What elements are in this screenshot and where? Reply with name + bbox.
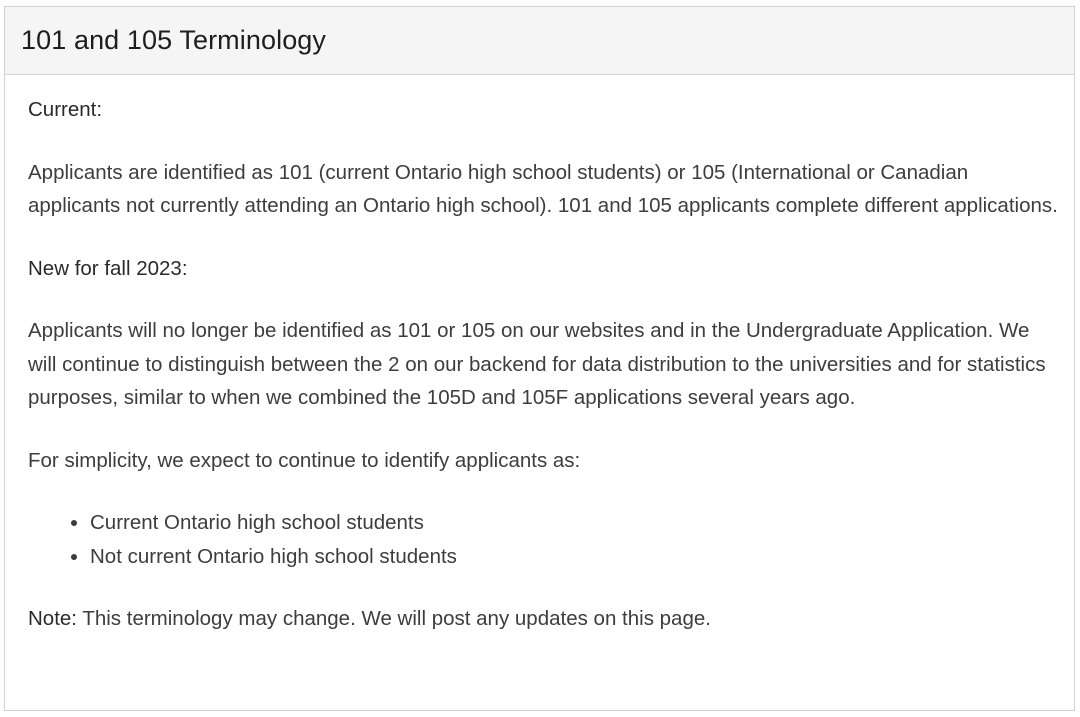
note-text: This terminology may change. We will post any updates on this page. [77, 607, 711, 630]
note-label: Note: [28, 607, 77, 630]
current-label: Current: [28, 98, 103, 121]
list-item: • Current Ontario high school students [90, 506, 1058, 540]
new-for-fall-label: New for fall 2023: [28, 256, 188, 280]
current-paragraph: Applicants are identified as 101 (current Ontario high school students) or 105 (International or Canadian applicants not currently attending an Ontario high school). 101 and 105 applicants complete different applications. [28, 160, 1058, 217]
list-item: • Not current Ontario high school students [90, 540, 1058, 574]
applicant-type-list [28, 506, 1058, 573]
panel-body [5, 75, 1074, 636]
simplicity-paragraph: For simplicity, we expect to continue to identify applicants as: [28, 448, 581, 472]
new-for-fall-paragraph: Applicants will no longer be identified as 101 or 105 on our websites and in the Undergraduate Application. We will continue to distinguish between the 2 on our backend for data distribution to the universities and for statistics purposes, similar to when we combined the 105D and 105F applications several years ago. [28, 319, 1046, 409]
panel-header [5, 7, 1074, 75]
note-paragraph [28, 602, 1058, 636]
panel-title: 101 and 105 Terminology [21, 25, 327, 55]
terminology-panel [4, 6, 1075, 711]
